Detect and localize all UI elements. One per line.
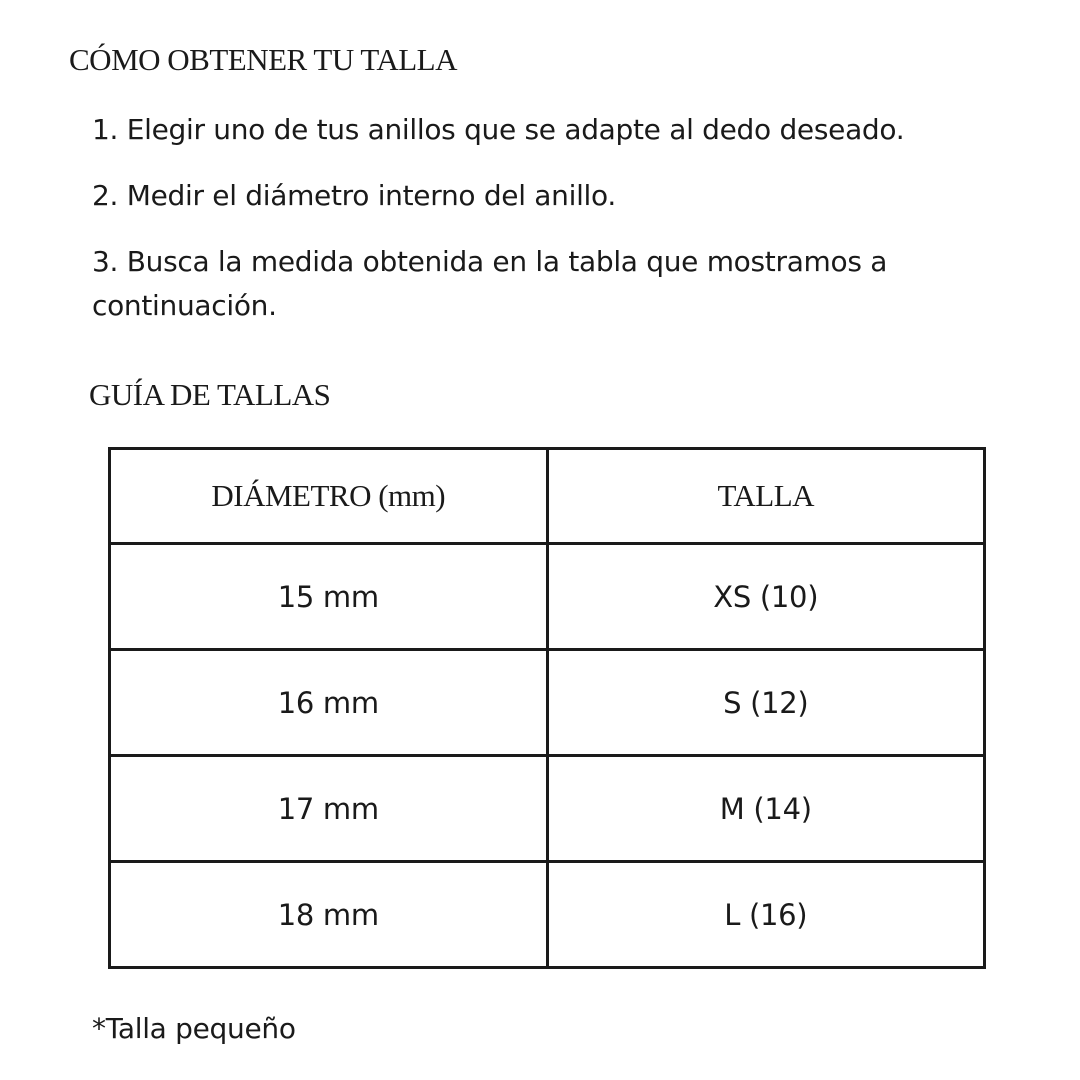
- table-row: [110, 862, 985, 968]
- size-guide-title: GUÍA DE TALLAS: [89, 377, 331, 412]
- diameter-cell: 15 mm: [110, 544, 548, 650]
- step-item: 2. Medir el diámetro interno del anillo.: [92, 179, 616, 212]
- how-to-title: CÓMO OBTENER TU TALLA: [69, 42, 458, 77]
- diameter-cell: 17 mm: [110, 756, 548, 862]
- diameter-cell: 18 mm: [110, 862, 548, 968]
- size-cell: M (14): [547, 756, 985, 862]
- table-row: [110, 650, 985, 756]
- table-header-row: [110, 449, 985, 544]
- table-row: [110, 756, 985, 862]
- footnote: *Talla pequeño: [92, 1012, 296, 1045]
- size-table: [108, 447, 986, 969]
- size-cell: S (12): [547, 650, 985, 756]
- header-size: TALLA: [547, 449, 985, 544]
- table-row: [110, 544, 985, 650]
- steps-list: [92, 108, 992, 350]
- step-item: 1. Elegir uno de tus anillos que se adapte al dedo deseado.: [92, 113, 905, 146]
- size-cell: XS (10): [547, 544, 985, 650]
- size-cell: L (16): [547, 862, 985, 968]
- diameter-cell: 16 mm: [110, 650, 548, 756]
- header-diameter: DIÁMETRO (mm): [110, 449, 548, 544]
- step-item: 3. Busca la medida obtenida en la tabla que mostramos a continuación.: [92, 245, 888, 322]
